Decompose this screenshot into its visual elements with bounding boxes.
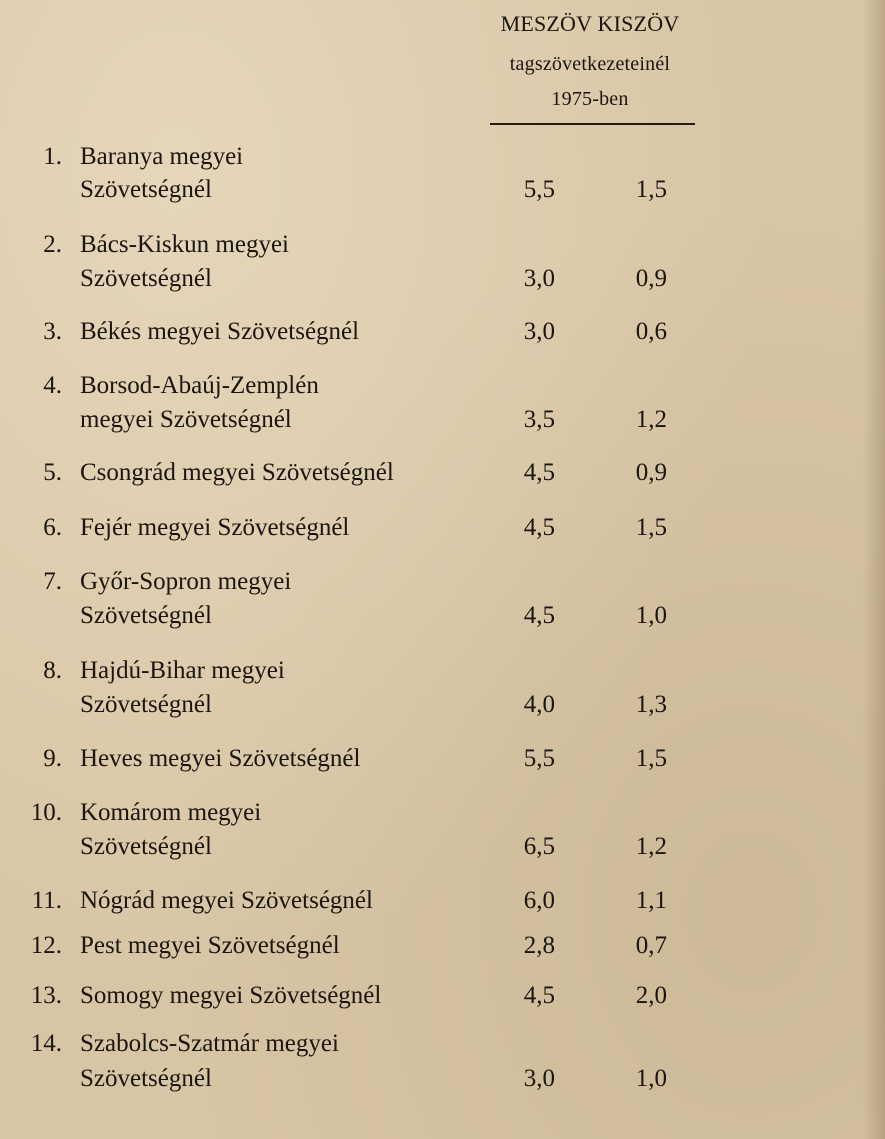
row-label-line2: Szövetségnél bbox=[80, 691, 212, 718]
row-value-meszov: 4,0 bbox=[523, 691, 555, 718]
row-value-meszov: 2,8 bbox=[523, 932, 555, 959]
row-number: 12. bbox=[30, 932, 62, 959]
row-value-meszov: 4,5 bbox=[523, 602, 555, 629]
row-value-kiszov: 1,0 bbox=[635, 1065, 667, 1092]
header-rule bbox=[490, 123, 695, 125]
row-number: 4. bbox=[43, 372, 62, 399]
row-value-kiszov: 1,5 bbox=[635, 745, 667, 772]
row-number: 8. bbox=[43, 657, 62, 684]
row-number: 3. bbox=[43, 318, 62, 345]
row-value-meszov: 5,5 bbox=[523, 745, 555, 772]
row-label-line2: Szövetségnél bbox=[80, 1065, 212, 1092]
row-value-kiszov: 1,3 bbox=[635, 691, 667, 718]
row-label-line2: Szövetségnél bbox=[80, 602, 212, 629]
row-value-kiszov: 1,1 bbox=[635, 887, 667, 914]
row-label-line2: Szövetségnél bbox=[80, 265, 212, 292]
page-edge-shadow bbox=[863, 0, 885, 1139]
row-value-meszov: 6,0 bbox=[523, 887, 555, 914]
row-number: 11. bbox=[31, 887, 62, 914]
row-value-meszov: 4,5 bbox=[523, 514, 555, 541]
row-label-line1: Hajdú-Bihar megyei bbox=[80, 657, 285, 684]
row-number: 10. bbox=[30, 799, 62, 826]
row-value-kiszov: 0,9 bbox=[635, 459, 667, 486]
table-header bbox=[470, 8, 710, 116]
row-value-kiszov: 1,0 bbox=[635, 602, 667, 629]
row-number: 2. bbox=[43, 231, 62, 258]
row-label-line2: Szövetségnél bbox=[80, 833, 212, 860]
row-number: 14. bbox=[30, 1030, 62, 1057]
row-number: 1. bbox=[43, 143, 62, 170]
row-label-line2: megyei Szövetségnél bbox=[80, 406, 292, 433]
row-value-kiszov: 1,2 bbox=[635, 833, 667, 860]
row-label-line1: Békés megyei Szövetségnél bbox=[80, 318, 360, 345]
row-value-meszov: 3,0 bbox=[523, 1065, 555, 1092]
row-number: 5. bbox=[43, 459, 62, 486]
row-label-line1: Fejér megyei Szövetségnél bbox=[80, 514, 350, 541]
row-label-line1: Pest megyei Szövetségnél bbox=[80, 932, 340, 959]
row-value-kiszov: 0,7 bbox=[635, 932, 667, 959]
row-label-line1: Komárom megyei bbox=[80, 799, 262, 826]
header-title: MESZÖV KISZÖV bbox=[500, 11, 680, 36]
row-value-meszov: 3,5 bbox=[523, 406, 555, 433]
row-value-meszov: 5,5 bbox=[523, 176, 555, 203]
row-value-kiszov: 0,9 bbox=[635, 265, 667, 292]
row-value-kiszov: 1,5 bbox=[635, 514, 667, 541]
row-label-line1: Bács-Kiskun megyei bbox=[80, 231, 289, 258]
row-value-kiszov: 2,0 bbox=[635, 982, 667, 1009]
row-label-line1: Győr-Sopron megyei bbox=[80, 568, 292, 595]
row-label-line1: Szabolcs-Szatmár megyei bbox=[80, 1030, 339, 1057]
row-label-line1: Nógrád megyei Szövetségnél bbox=[80, 887, 373, 914]
row-number: 13. bbox=[30, 982, 62, 1009]
row-label-line1: Somogy megyei Szövetségnél bbox=[80, 982, 382, 1009]
row-label-line1: Borsod-Abaúj-Zemplén bbox=[80, 372, 319, 399]
row-value-meszov: 6,5 bbox=[523, 833, 555, 860]
row-label-line1: Csongrád megyei Szövetségnél bbox=[80, 459, 394, 486]
row-label-line1: Heves megyei Szövetségnél bbox=[80, 745, 361, 772]
row-number: 6. bbox=[43, 514, 62, 541]
row-value-meszov: 3,0 bbox=[523, 318, 555, 345]
row-value-kiszov: 1,2 bbox=[635, 406, 667, 433]
row-value-kiszov: 1,5 bbox=[635, 176, 667, 203]
header-year: 1975-ben bbox=[551, 88, 629, 110]
row-label-line2: Szövetségnél bbox=[80, 176, 212, 203]
row-value-meszov: 3,0 bbox=[523, 265, 555, 292]
row-value-meszov: 4,5 bbox=[523, 459, 555, 486]
row-number: 7. bbox=[43, 568, 62, 595]
header-subtitle: tagszövetkezeteinél bbox=[509, 53, 671, 75]
row-label-line1: Baranya megyei bbox=[80, 143, 244, 170]
row-value-kiszov: 0,6 bbox=[635, 318, 667, 345]
row-value-meszov: 4,5 bbox=[523, 982, 555, 1009]
row-number: 9. bbox=[43, 745, 62, 772]
